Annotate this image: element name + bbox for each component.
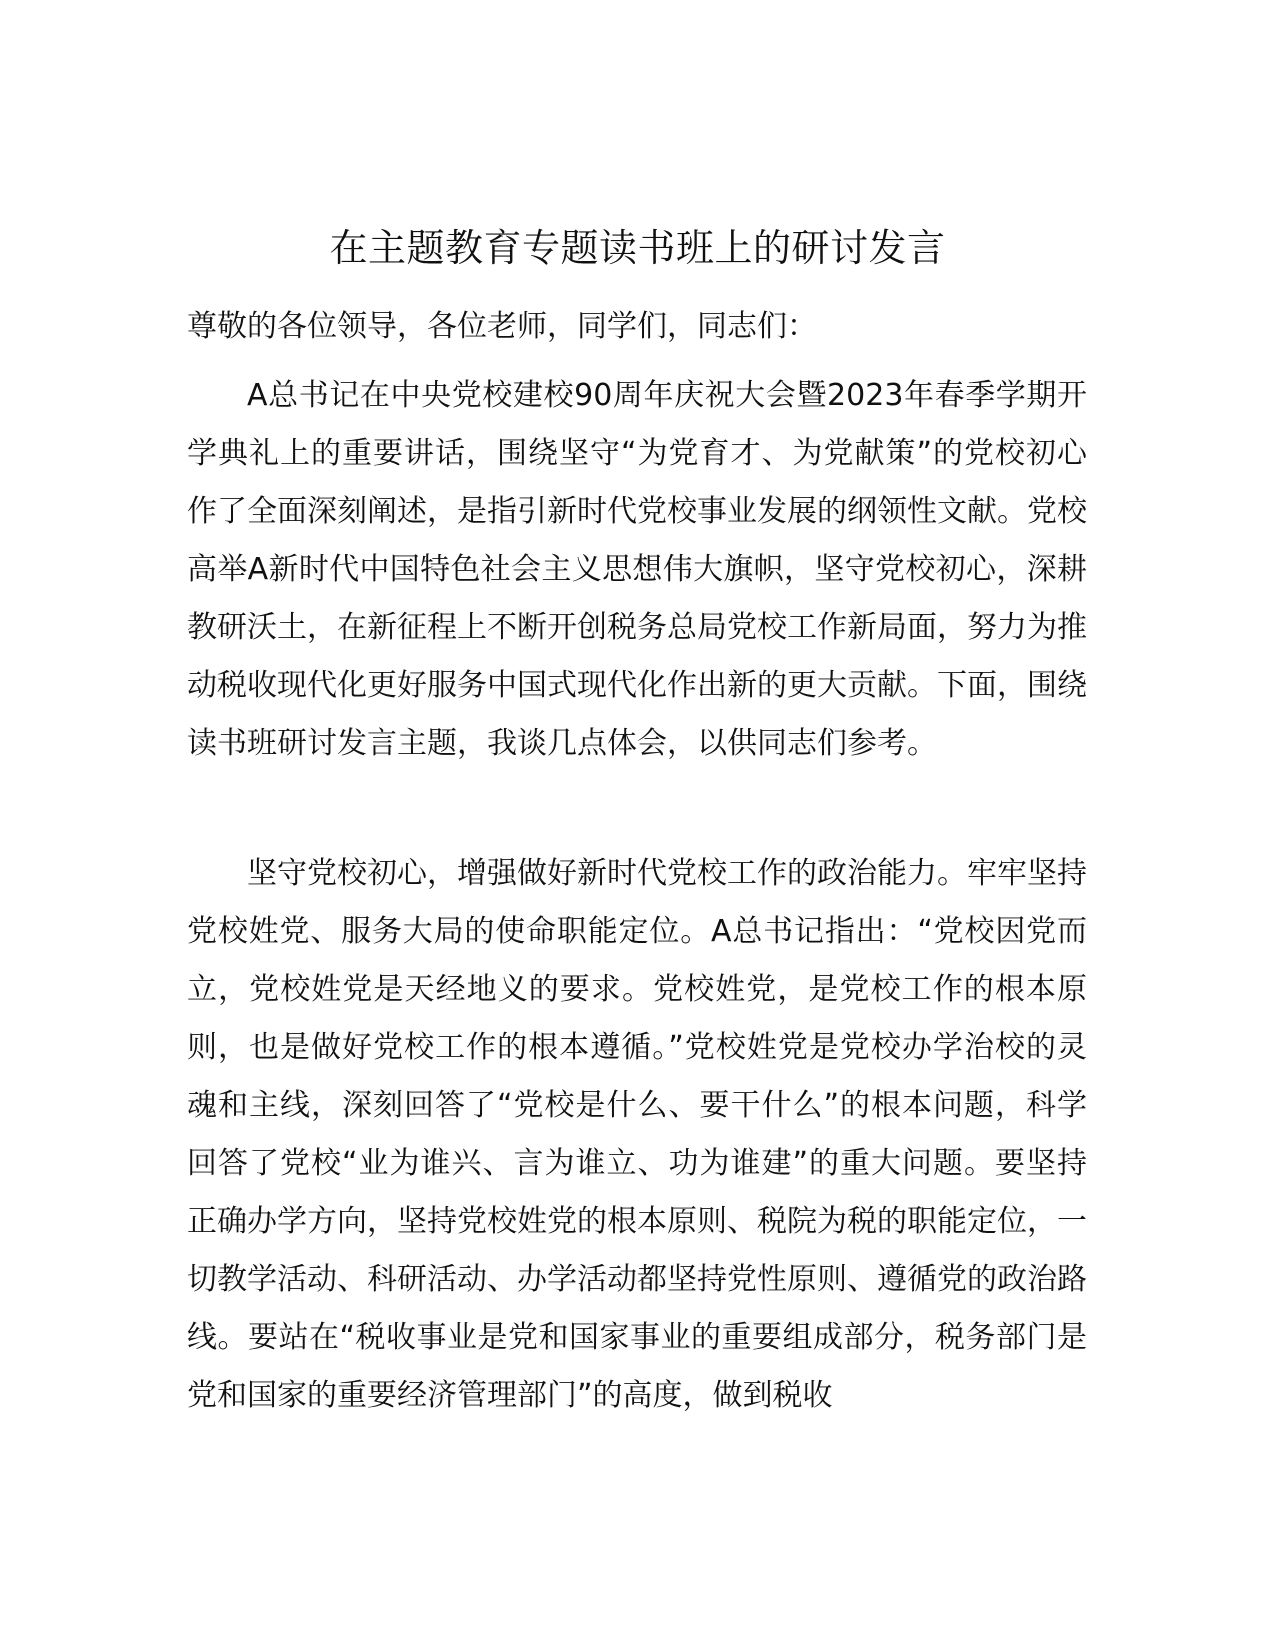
paragraph-introduction: A总书记在中央党校建校90周年庆祝大会暨2023年春季学期开学典礼上的重要讲话，围绕坚守“为党育才、为党献策”的党校初心作了全面深刻阐述，是指引新时代党校事业发展的纲领性文献。党校高举A新时代中国特色社会主义思想伟大旗帜，坚守党校初心，深耕教研沃土，在新征程上不断开创税务总局党校工作新局面，努力为推动税收现代化更好服务中国式现代化作出新的更大贡献。下面，围绕读书班研讨发言主题，我谈几点体会，以供同志们参考。: [187, 378, 1087, 761]
document-title: 在主题教育专题读书班上的研讨发言: [329, 226, 946, 270]
paragraph-party-school-mission: 坚守党校初心，增强做好新时代党校工作的政治能力。牢牢坚持党校姓党、服务大局的使命职能定位。A总书记指出：“党校因党而立，党校姓党是天经地义的要求。党校姓党，是党校工作的根本原则，也是做好党校工作的根本遵循。”党校姓党是党校办学治校的灵魂和主线，深刻回答了“党校是什么、要干什么”的根本问题，科学回答了党校“业为谁兴、言为谁立、功为谁建”的重大问题。要坚持正确办学方向，坚持党校姓党的根本原则、税院为税的职能定位，一切教学活动、科研活动、办学活动都坚持党性原则、遵循党的政治路线。要站在“税收事业是党和国家事业的重要组成部分，税务部门是党和国家的重要经济管理部门”的高度，做到税收: [187, 856, 1087, 1413]
salutation: 尊敬的各位领导，各位老师，同学们，同志们：: [187, 309, 817, 344]
